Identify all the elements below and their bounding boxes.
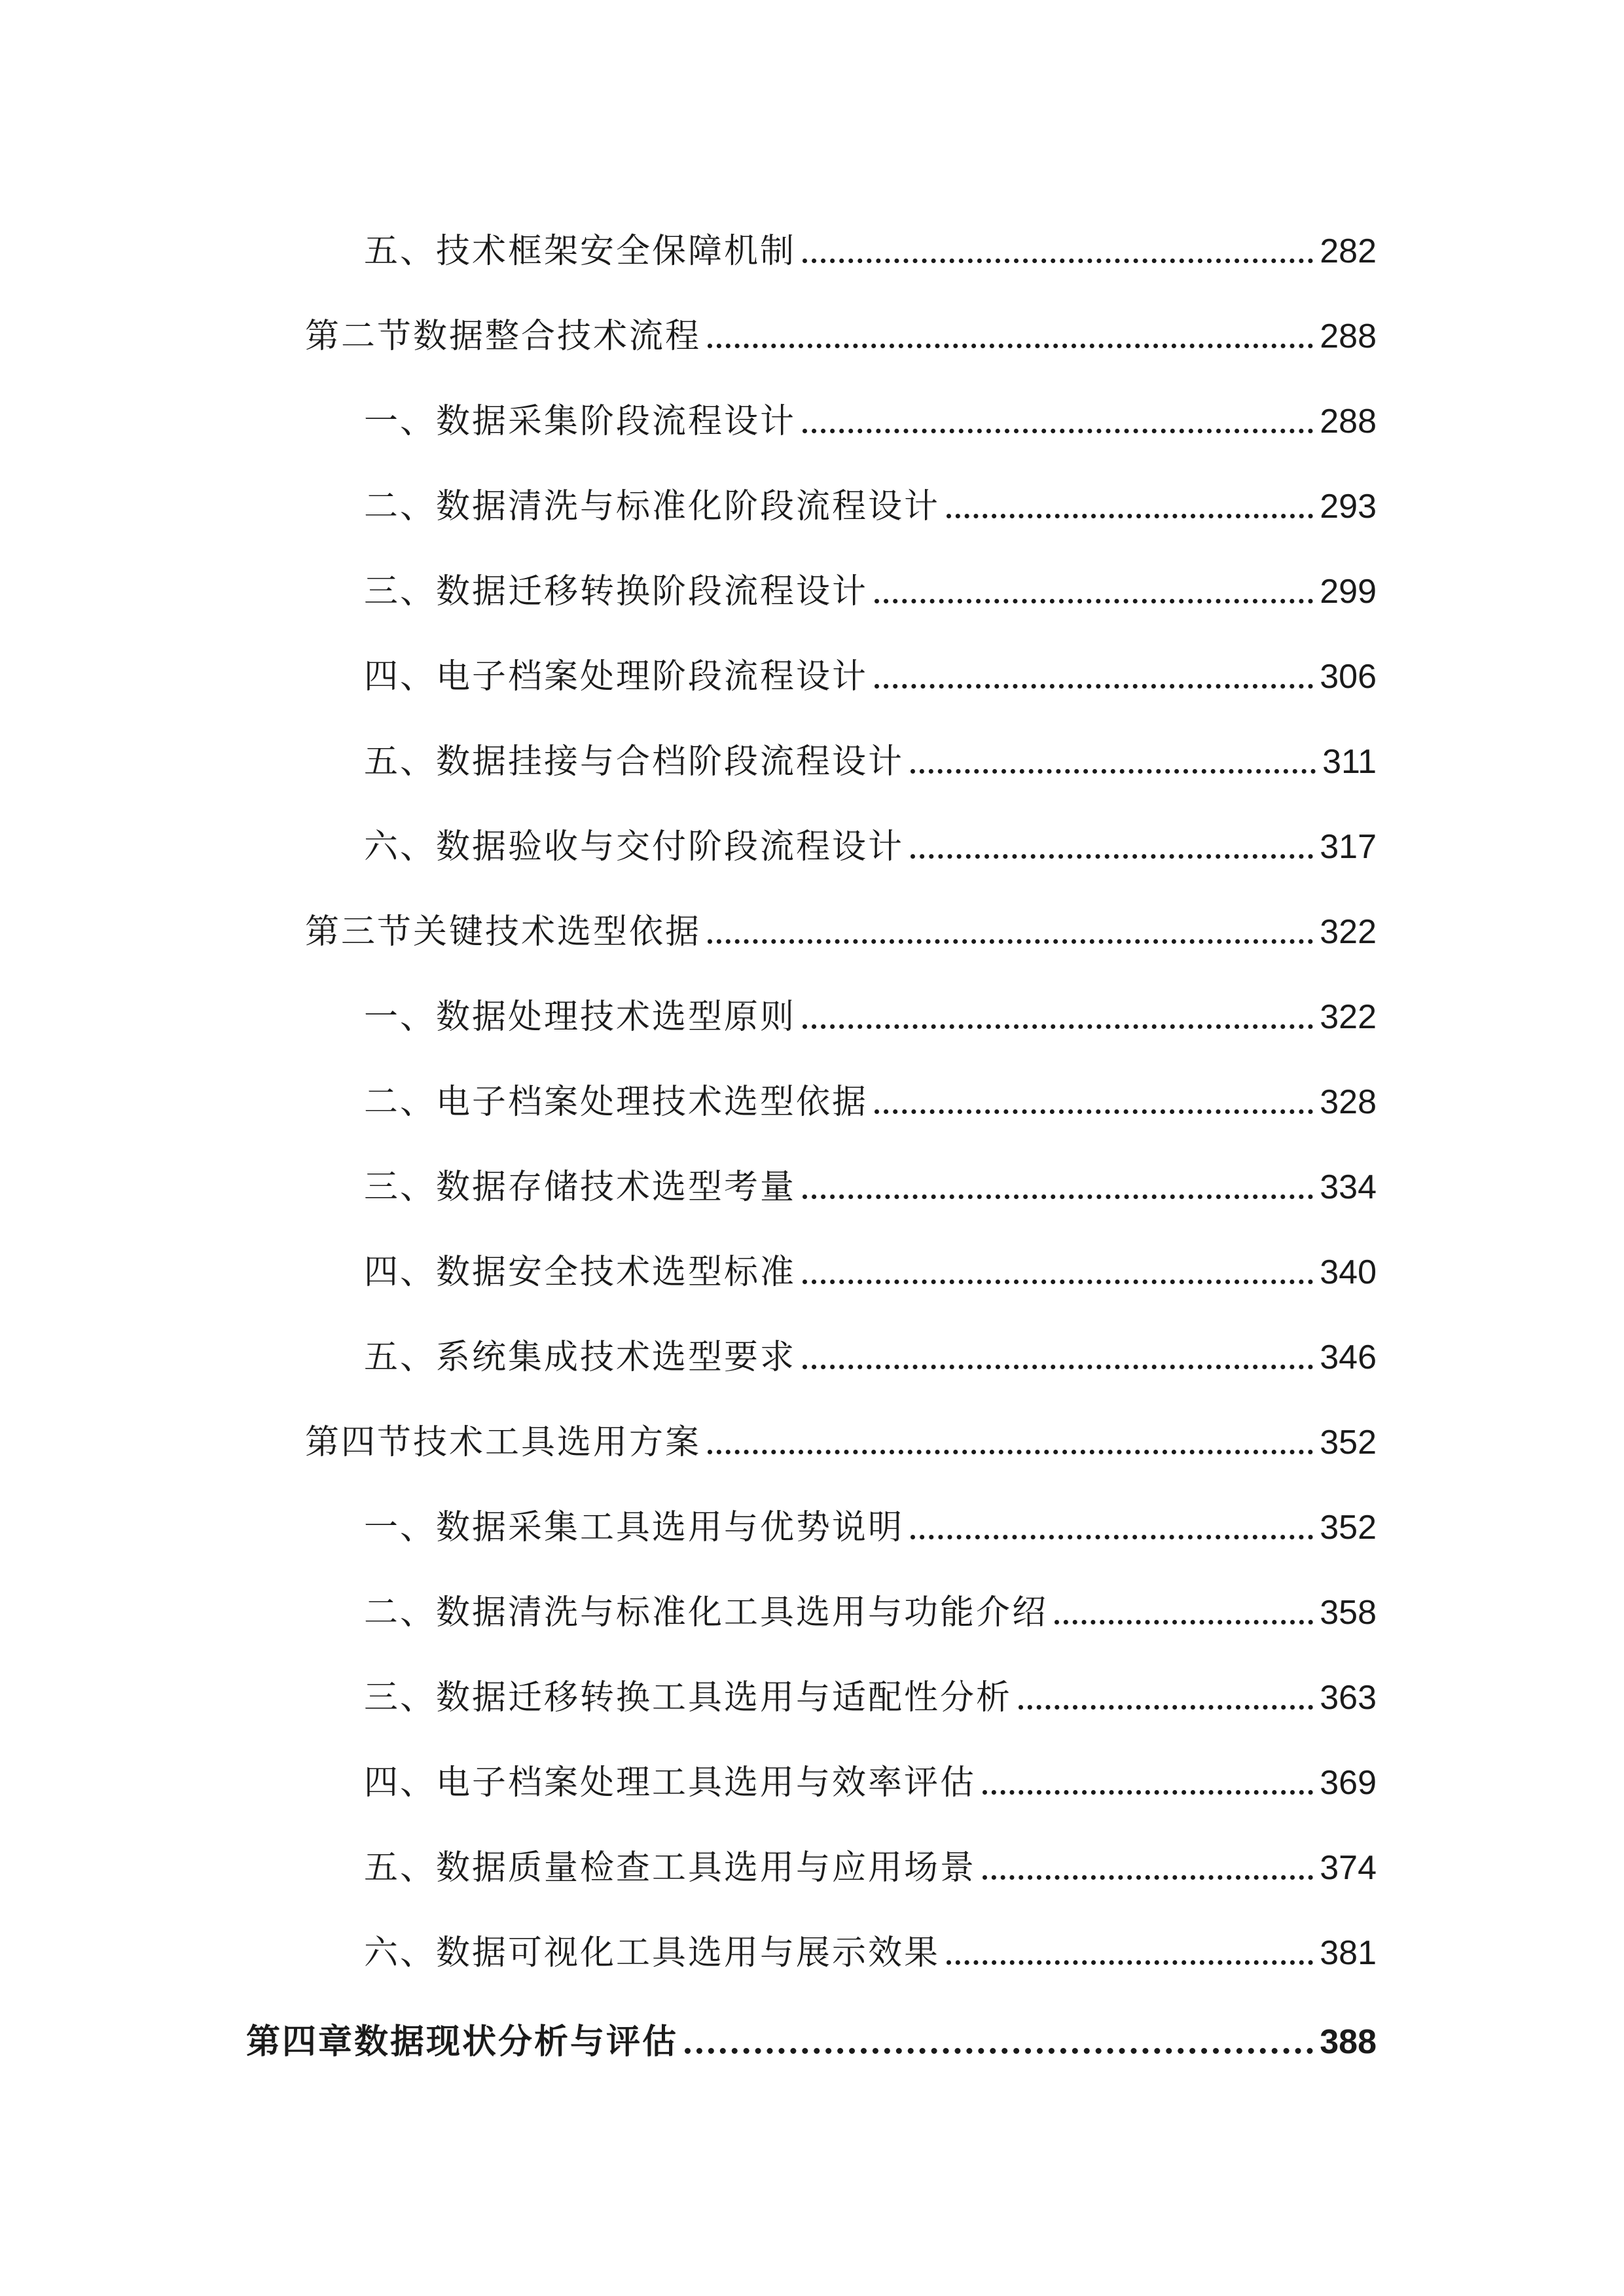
toc-page-number: 352 [1320,1424,1377,1462]
toc-dot-leader [803,1365,1313,1369]
toc-page-number: 352 [1320,1509,1377,1547]
toc-entry[interactable] [364,1486,1377,1545]
toc-page-number: 388 [1320,2023,1377,2061]
toc-entry-title: 二、电子档案处理技术选型依据 [364,1083,869,1122]
toc-entry[interactable] [364,720,1377,779]
toc-page-number: 288 [1320,403,1377,440]
toc-entry[interactable] [364,1316,1377,1377]
toc-dot-leader [803,1194,1313,1199]
toc-entry[interactable] [364,465,1377,524]
toc-entry[interactable] [364,635,1377,694]
toc-dot-leader [685,2048,1313,2054]
toc-page-number: 328 [1320,1083,1377,1121]
toc-entry-title: 六、数据可视化工具选用与展示效果 [364,1933,941,1973]
toc-page-number: 358 [1320,1594,1377,1632]
toc-entry-title: 五、系统集成技术选型要求 [364,1338,797,1377]
toc-page-number: 317 [1320,828,1377,866]
toc-entry-title: 四、电子档案处理工具选用与效率评估 [364,1763,977,1803]
toc-entry-title: 第二节数据整合技术流程 [305,317,702,356]
toc-entry[interactable] [364,1911,1377,1973]
toc-dot-leader [947,1960,1313,1965]
toc-entry[interactable] [364,380,1377,439]
toc-entry[interactable] [305,1401,1377,1460]
toc-dot-leader [911,769,1316,774]
toc-page-number: 363 [1320,1679,1377,1717]
toc-page-number: 346 [1320,1338,1377,1376]
toc-entry-title: 二、数据清洗与标准化阶段流程设计 [364,487,941,526]
toc-entry[interactable] [364,1145,1377,1207]
toc-entry-title: 三、数据迁移转换工具选用与适配性分析 [364,1678,1013,1717]
toc-dot-leader [708,344,1313,348]
toc-dot-leader [983,1790,1313,1795]
toc-entry[interactable] [364,975,1377,1037]
toc-entry[interactable] [364,805,1377,867]
toc-page-number: 282 [1320,232,1377,270]
toc-entry[interactable] [364,1741,1377,1803]
toc-dot-leader [911,854,1313,859]
toc-dot-leader [803,1280,1313,1284]
toc-entry[interactable] [305,295,1377,356]
toc-page-number: 306 [1320,658,1377,696]
toc-entry-title: 第三节关键技术选型依据 [305,912,702,952]
toc-entry-title: 二、数据清洗与标准化工具选用与功能介绍 [364,1593,1049,1632]
toc-entry-title: 五、数据质量检查工具选用与应用场景 [364,1848,977,1888]
toc-page-number: 311 [1322,743,1377,781]
toc-dot-leader [911,1535,1313,1539]
toc-dot-leader [803,429,1313,433]
toc-page-number: 299 [1320,573,1377,611]
toc-dot-leader [983,1875,1313,1880]
toc-page-number: 374 [1320,1849,1377,1887]
toc-dot-leader [875,684,1313,689]
toc-entry-title: 四、电子档案处理阶段流程设计 [364,657,869,696]
toc-entry-title: 第四章数据现状分析与评估 [246,2022,679,2062]
toc-entry-title: 第四节技术工具选用方案 [305,1423,702,1462]
toc-entry[interactable] [364,1230,1377,1292]
toc-entry[interactable] [364,550,1377,609]
toc-dot-leader [947,514,1313,518]
toc-dot-leader [708,939,1313,944]
toc-page-number: 322 [1320,913,1377,951]
toc-dot-leader [1019,1705,1313,1710]
toc-entry-title: 三、数据迁移转换阶段流程设计 [364,572,869,611]
toc-entry[interactable] [364,209,1377,271]
toc-entry-title: 六、数据验收与交付阶段流程设计 [364,827,905,867]
toc-entry[interactable] [364,1571,1377,1630]
toc-dot-leader [875,599,1313,603]
toc-page-number: 340 [1320,1253,1377,1291]
toc-dot-leader [803,1024,1313,1029]
toc-entry-title: 一、数据采集阶段流程设计 [364,402,797,441]
toc-entry[interactable] [305,890,1377,952]
toc-page-number: 288 [1320,317,1377,355]
toc-entry[interactable] [364,1656,1377,1715]
toc-page-number: 369 [1320,1764,1377,1802]
toc-entry[interactable] [364,1826,1377,1888]
toc-entry-title: 一、数据采集工具选用与优势说明 [364,1508,905,1547]
toc-page-number: 381 [1320,1934,1377,1972]
toc-entry-title: 四、数据安全技术选型标准 [364,1253,797,1292]
toc-dot-leader [803,259,1313,263]
toc-page-number: 322 [1320,998,1377,1036]
toc-entry[interactable] [364,1060,1377,1122]
toc-entry-chapter[interactable] [246,2000,1377,2062]
toc-page-number: 293 [1320,488,1377,526]
toc-page-number: 334 [1320,1168,1377,1206]
toc-entry-title: 五、技术框架安全保障机制 [364,232,797,271]
toc-dot-leader [708,1450,1313,1454]
toc-entry-title: 三、数据存储技术选型考量 [364,1168,797,1207]
toc-dot-leader [875,1109,1313,1114]
toc-dot-leader [1055,1620,1313,1624]
toc-entry-title: 一、数据处理技术选型原则 [364,997,797,1037]
toc-entry-title: 五、数据挂接与合档阶段流程设计 [364,742,905,781]
